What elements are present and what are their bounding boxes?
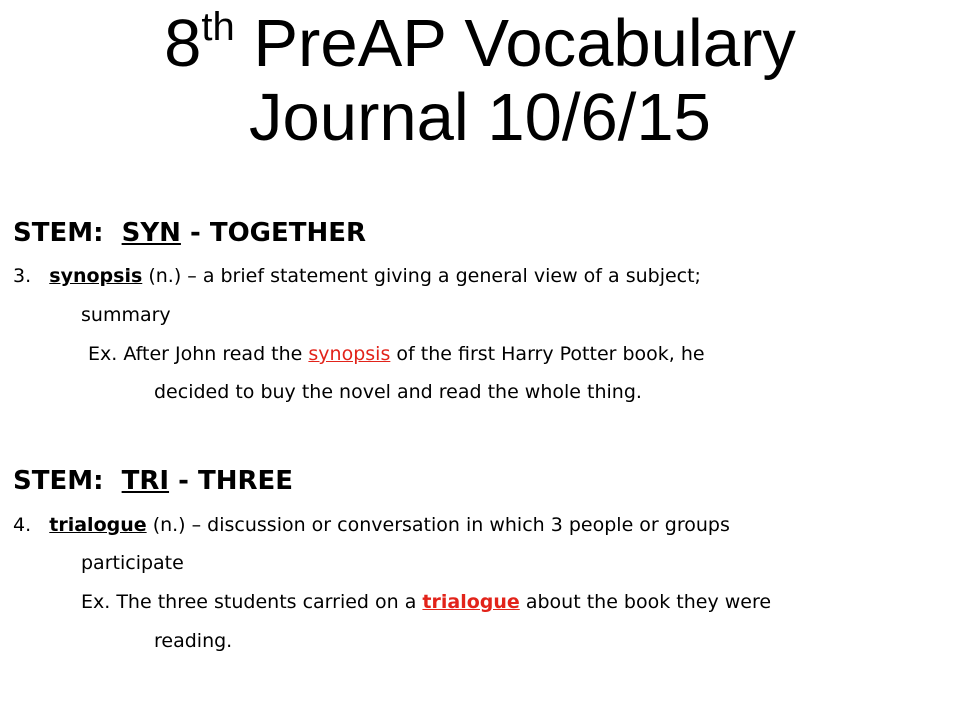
definition-continued: summary bbox=[81, 304, 171, 326]
title-number: 8 bbox=[164, 6, 202, 81]
example-sentence bbox=[81, 591, 771, 613]
stem-label: STEM: bbox=[13, 466, 104, 496]
title-superscript: th bbox=[201, 5, 235, 49]
stem-meaning: - THREE bbox=[178, 466, 293, 496]
vocab-word: synopsis bbox=[49, 265, 143, 287]
example-highlighted-word: trialogue bbox=[422, 591, 520, 613]
stem-root: SYN bbox=[121, 218, 181, 248]
example-prefix: Ex. The three students carried on a bbox=[81, 591, 423, 613]
stem-meaning: - TOGETHER bbox=[189, 218, 367, 248]
example-prefix: Ex. After John read the bbox=[88, 343, 309, 365]
slide-title-line-2: Journal 10/6/15 bbox=[249, 80, 711, 155]
title-text: PreAP Vocabulary bbox=[234, 6, 796, 81]
item-number: 4. bbox=[13, 514, 32, 536]
definition-text: (n.) – discussion or conversation in which 3 people or groups bbox=[152, 514, 730, 536]
slide-title-line-1 bbox=[0, 5, 960, 81]
example-continued: reading. bbox=[154, 630, 233, 652]
definition-continued: participate bbox=[81, 552, 184, 574]
stem-label: STEM: bbox=[13, 218, 104, 248]
example-suffix: of the first Harry Potter book, he bbox=[390, 343, 705, 365]
definition-text: (n.) – a brief statement giving a general view of a subject; bbox=[148, 265, 701, 287]
definition-line-4 bbox=[13, 514, 730, 536]
definition-line-3 bbox=[13, 265, 701, 287]
example-highlighted-word: synopsis bbox=[308, 343, 391, 365]
stem-root: TRI bbox=[121, 466, 170, 496]
example-continued: decided to buy the novel and read the whole thing. bbox=[154, 381, 642, 403]
item-number: 3. bbox=[13, 265, 32, 287]
stem-heading-syn bbox=[13, 218, 366, 248]
stem-heading-tri bbox=[13, 466, 293, 496]
example-suffix: about the book they were bbox=[519, 591, 772, 613]
example-sentence bbox=[88, 343, 705, 365]
vocab-word: trialogue bbox=[49, 514, 147, 536]
